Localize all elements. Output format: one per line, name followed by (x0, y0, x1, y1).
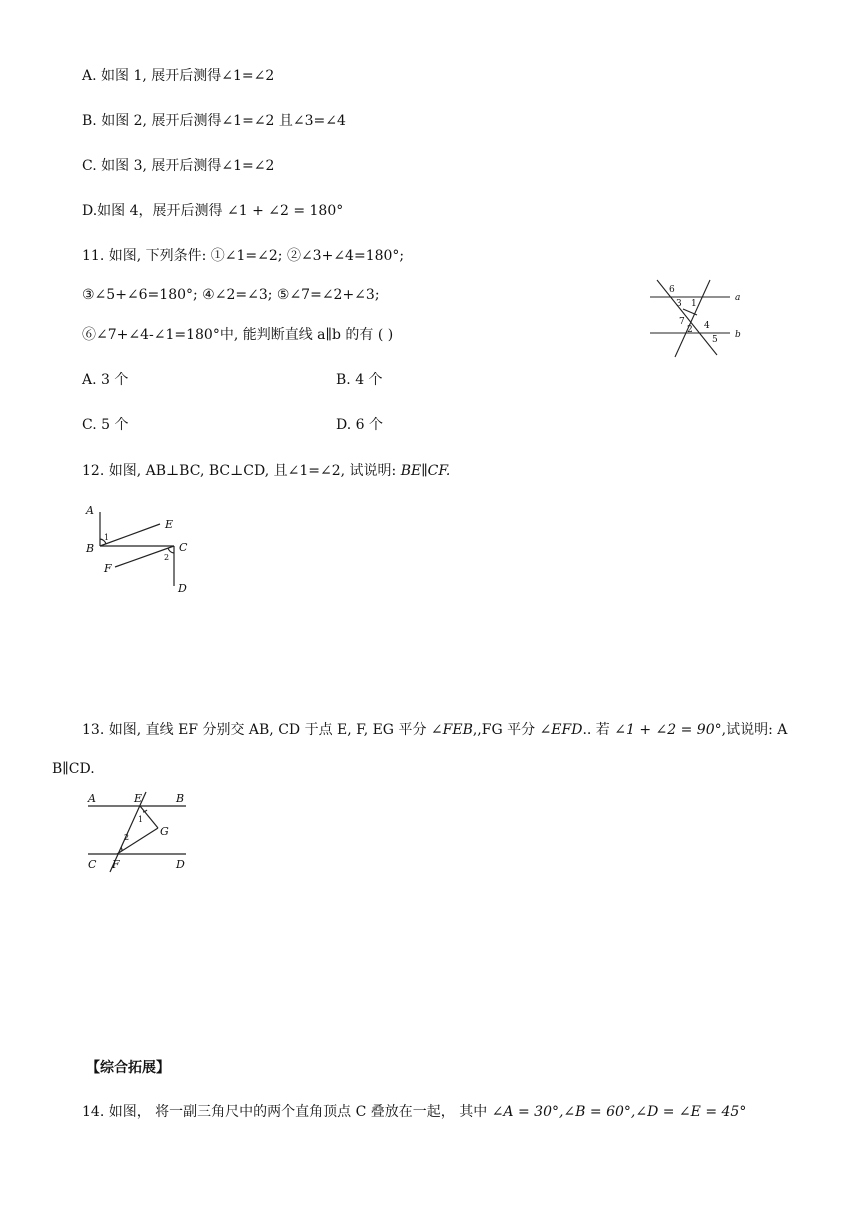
point-g: G (160, 825, 169, 838)
point-e: E (165, 518, 174, 531)
point-a: A (86, 504, 94, 517)
q11-option-b: B. 4 个 (336, 372, 383, 388)
angle-1: 1 (691, 299, 697, 309)
angle-1: 1 (104, 533, 110, 542)
q13-line2: B∥CD. (52, 761, 95, 777)
point-d: D (178, 582, 187, 595)
q11-option-d: D. 6 个 (336, 417, 383, 433)
q12-text (82, 461, 450, 481)
q14-math: ∠A = 30°,∠B = 60°,∠D = ∠E = 45° (491, 1104, 747, 1120)
angle-4: 4 (704, 321, 710, 331)
angle-3: 3 (676, 299, 682, 309)
q11-option-a: A. 3 个 (82, 372, 129, 388)
angle-2: 2 (124, 833, 130, 842)
q10-option-b: B. 如图 2, 展开后测得∠1=∠2 且∠3=∠4 (82, 113, 346, 129)
q13-figure (80, 788, 200, 878)
q11-option-c: C. 5 个 (82, 417, 129, 433)
point-c: C (179, 541, 188, 554)
point-f: F (112, 858, 120, 871)
angle-2: 2 (687, 325, 693, 335)
label-b: b (735, 330, 741, 340)
angle-5: 5 (712, 335, 718, 345)
angle-1: 1 (138, 815, 144, 824)
angle-2: 2 (164, 553, 170, 562)
q12-figure (80, 500, 200, 600)
angle-7: 7 (679, 317, 685, 327)
q13-math-sum: ∠1 + ∠2 = 90° (614, 722, 722, 738)
point-f: F (104, 562, 112, 575)
point-c: C (88, 858, 97, 871)
q10-option-c: C. 如图 3, 展开后测得∠1=∠2 (82, 158, 275, 174)
q13-text-b: ,,FG 平分 (472, 722, 540, 738)
q10-option-a: A. 如图 1, 展开后测得∠1=∠2 (82, 68, 275, 84)
section-title: 【综合拓展】 (86, 1060, 170, 1076)
q13-line1 (82, 720, 787, 740)
q11-line3: ⑥∠7+∠4-∠1=180°中, 能判断直线 a∥b 的有 ( ) (82, 327, 394, 343)
q10-option-d: D.如图 4，展开后测得 ∠1 + ∠2 = 180° (82, 203, 344, 219)
q12-text-math: BE∥CF. (400, 463, 451, 479)
transversal-1 (657, 280, 717, 355)
q13-math-efd: ∠EFD (539, 722, 583, 738)
point-a: A (88, 792, 96, 805)
q13-text-d: ,试说明: A (721, 722, 788, 738)
q13-text-a: 13. 如图, 直线 EF 分别交 AB, CD 于点 E, F, EG 平分 (82, 722, 431, 738)
q14-text-prefix: 14. 如图， 将一副三角尺中的两个直角顶点 C 叠放在一起， 其中 (82, 1104, 492, 1120)
q11-line1: 11. 如图, 下列条件: ①∠1=∠2; ②∠3+∠4=180°; (82, 248, 405, 264)
angle-6: 6 (669, 285, 675, 295)
q11-figure (645, 275, 755, 360)
q13-math-feb: ∠FEB (430, 722, 473, 738)
q11-line2: ③∠5+∠6=180°; ④∠2=∠3; ⑤∠7=∠2+∠3; (82, 287, 380, 303)
q12-text-prefix: 12. 如图, AB⊥BC, BC⊥CD, 且∠1=∠2, 试说明: (82, 463, 401, 479)
point-e: E (134, 792, 143, 805)
q13-text-c: .. 若 (582, 722, 615, 738)
point-b: B (176, 792, 185, 805)
q14-text (82, 1102, 746, 1122)
point-d: D (176, 858, 185, 871)
point-b: B (86, 542, 95, 555)
label-a: a (735, 293, 741, 303)
